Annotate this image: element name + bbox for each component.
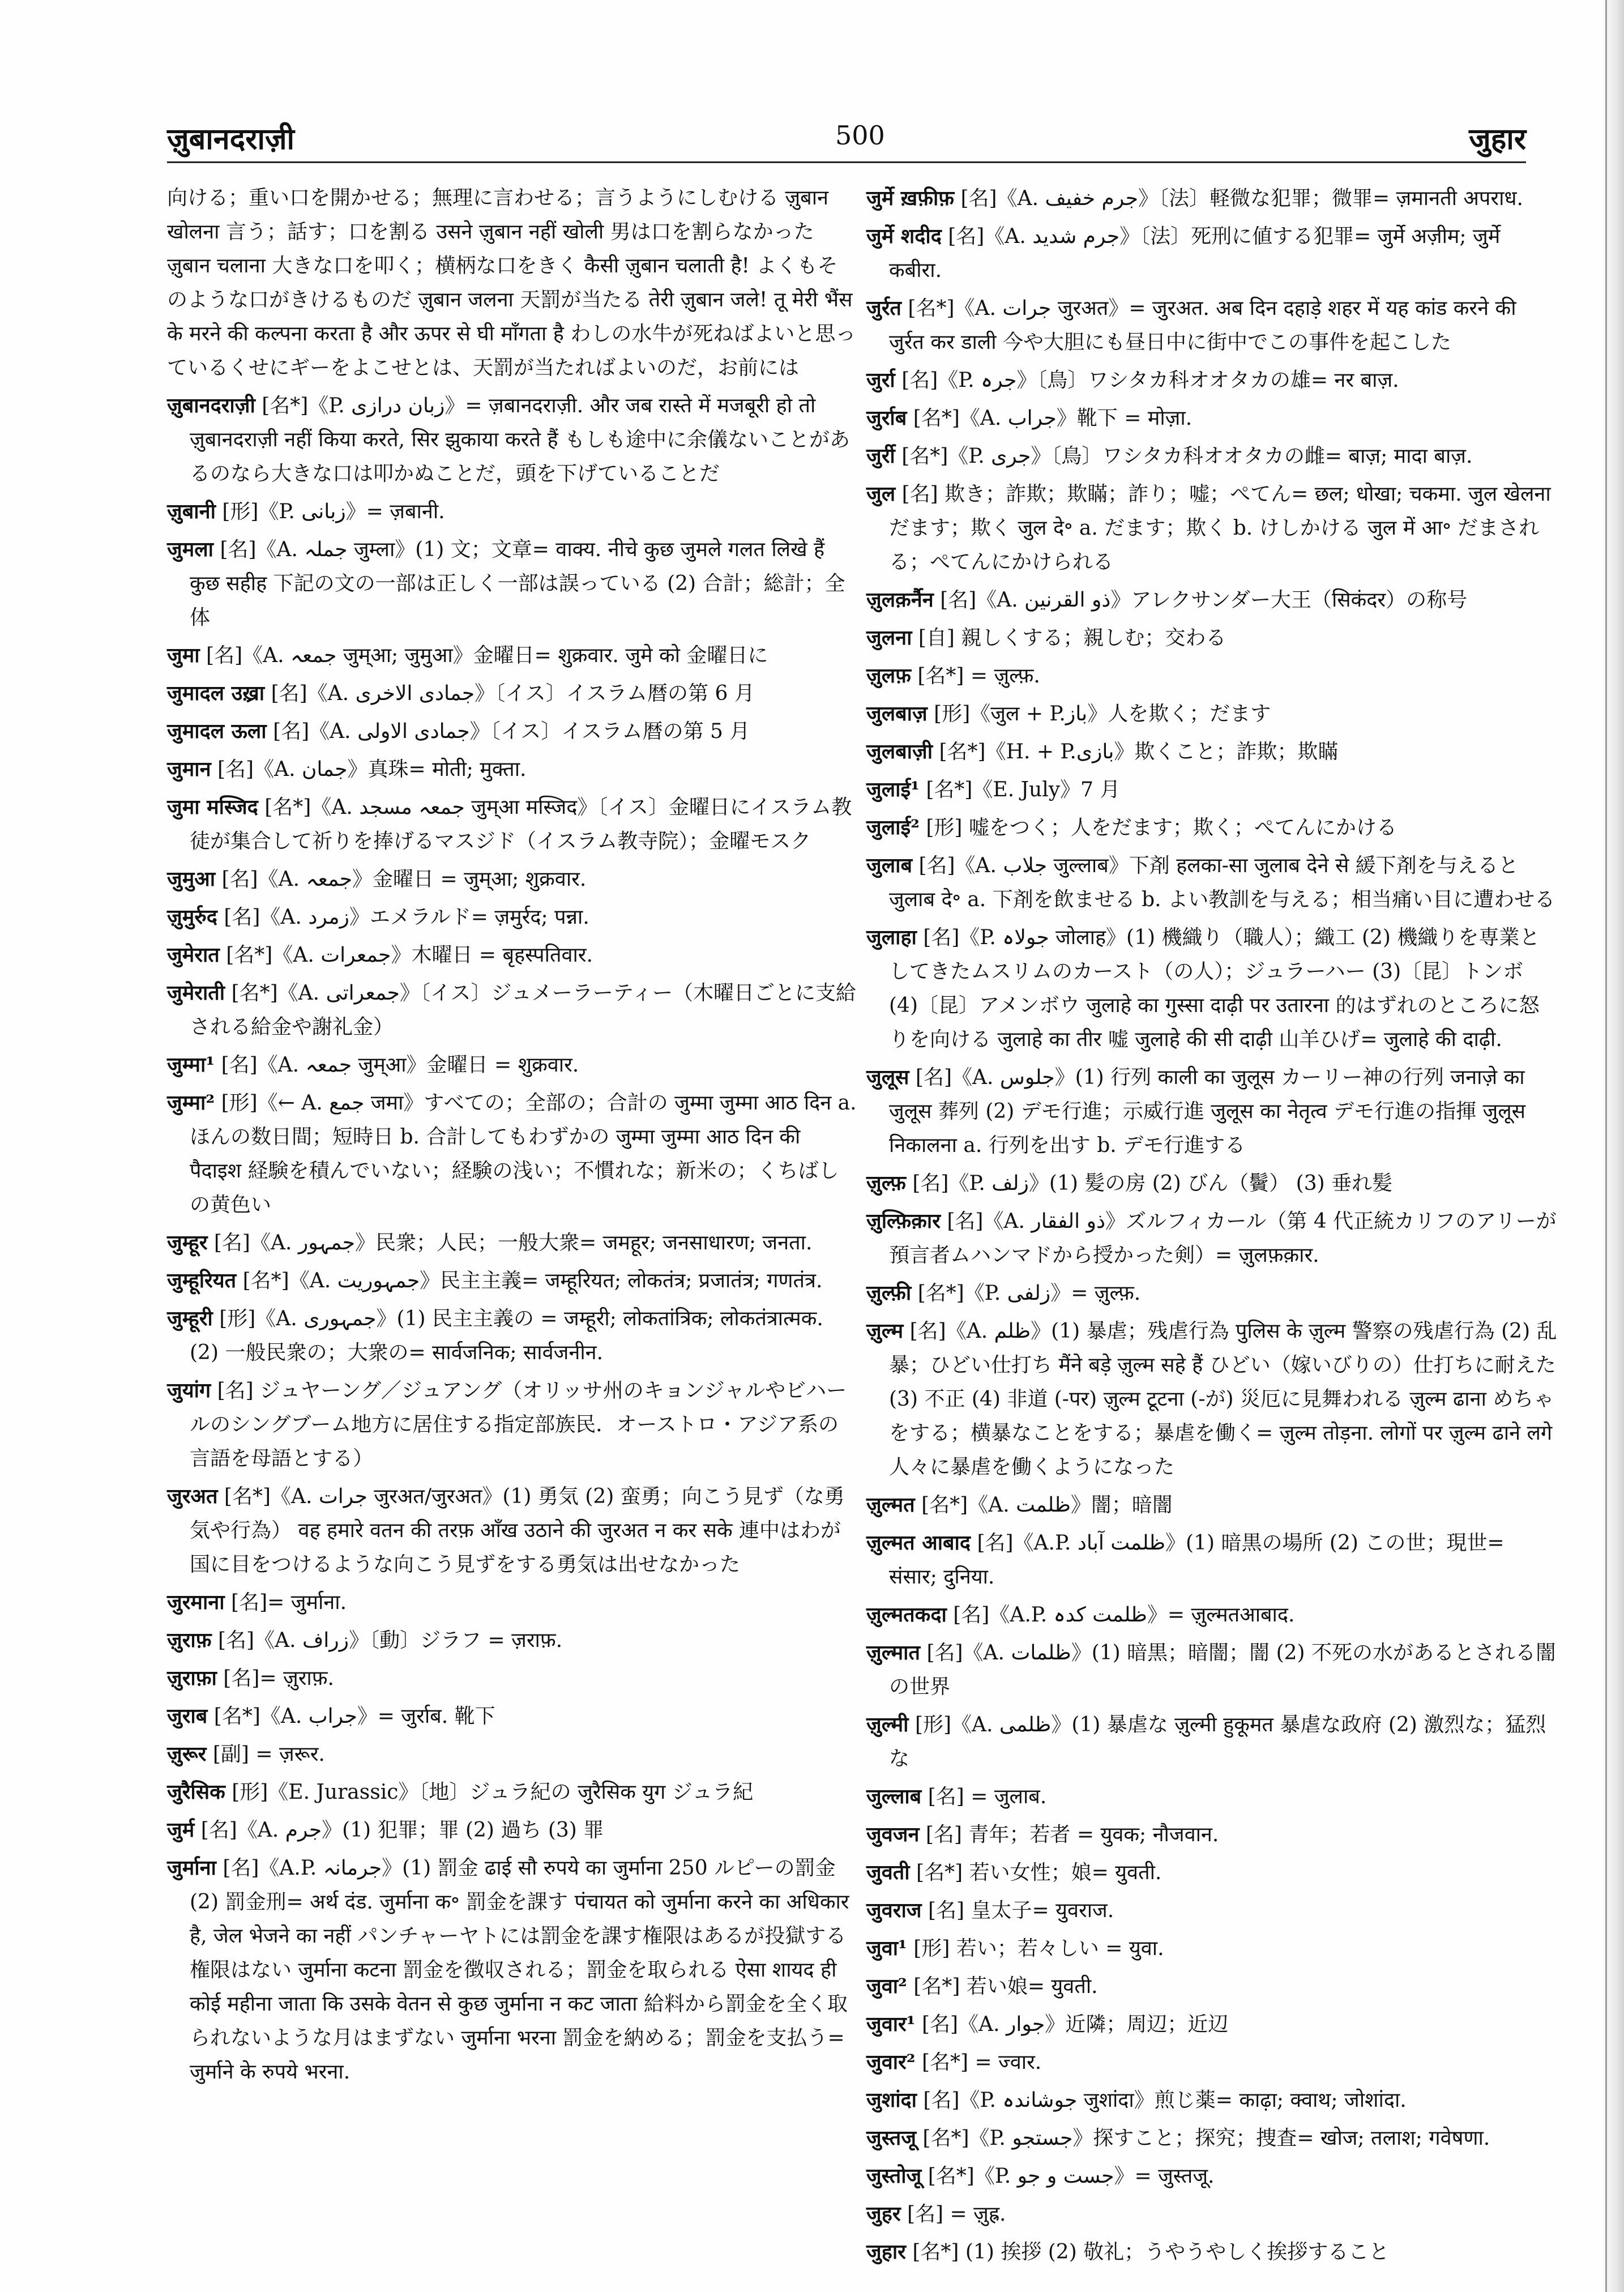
page-number: 500 [835, 120, 885, 151]
dictionary-entry [866, 810, 1557, 845]
entry-headword: जुमा [167, 643, 200, 667]
entry-headword: ज़ुल्मी [866, 1713, 909, 1736]
dictionary-entry [866, 1276, 1557, 1311]
entry-definition: [名]《A. جرم شدید》〔法〕死刑に値する犯罪= जुर्मे अज़ीम; जुर्मे कबीरा. [889, 225, 1501, 282]
dictionary-entry [167, 790, 858, 859]
dictionary-entry [866, 735, 1557, 769]
dictionary-entry [167, 1585, 858, 1620]
dictionary-entry [167, 1373, 858, 1476]
page-edge-shadow [1601, 0, 1624, 2292]
entry-definition: [名] 皇太子= युवराज. [928, 1899, 1114, 1922]
entry-definition: [名]《A.P. ظلمت آباد》(1) 暗黒の場所 (2) この世；現世= संसार; दुनिया. [889, 1531, 1505, 1589]
entry-definition: [名]《A. جمادی الاخری》〔イス〕イスラム暦の第 6 月 [271, 682, 755, 705]
entry-definition: [名]《A. زمرد》エメラルド= ज़मुर्रद; पन्ना. [224, 906, 589, 929]
entry-headword: जुर्म [167, 1818, 195, 1842]
entry-definition: [副] = ज़रूर. [212, 1743, 325, 1766]
dictionary-entry [866, 583, 1557, 617]
dictionary-entry [167, 1301, 858, 1370]
dictionary-entry [866, 1204, 1557, 1273]
entry-definition: [名]《P. جولاہ जोलाह》(1) 機織り（職人）；織工 (2) 機織りを専業としてきたムスリムのカースト（の人）；ジュラーハー (3)〔昆〕トンボ (4)〔昆〕アメンボウ जुलाहे का गुस्सा दाढ़ी पर उतारना 的はずれのところに怒りを向ける जुलाहे का तीर 嘘 जुलाहे की सी दाढ़ी 山羊ひげ= जुलाहे की दाढ़ी. [889, 926, 1540, 1051]
dictionary-entry [866, 219, 1557, 288]
entry-headword: जुवार¹ [866, 2012, 916, 2036]
entry-definition: [名]《A. جرم》(1) 犯罪；罪 (2) 過ち (3) 罪 [200, 1819, 604, 1842]
entry-definition: [名*]《A. جمعرات》木曜日 = बृहस्पतिवार. [226, 944, 593, 967]
entry-headword: जुस्तजू [866, 2126, 916, 2150]
entry-definition: [名*]《A. جمہوریت》民主主義= जम्हूरियत; लोकतंत्र; प्रजातंत्र; गणतंत्र. [242, 1269, 823, 1292]
entry-headword: जुलबाज़ी [866, 740, 933, 763]
entry-definition: [名*]《P. زلفی》= ज़ुल्फ़. [917, 1282, 1141, 1305]
entry-headword: जुरअत [167, 1484, 218, 1508]
header-rule [167, 161, 1526, 163]
dictionary-entry [167, 862, 858, 897]
entry-definition: [名]《P. جوشاندہ जुशांदा》煎じ薬= काढ़ा; क्वाथ; जोशांदा. [923, 2089, 1407, 2112]
dictionary-entry [167, 1775, 858, 1809]
dictionary-entry [167, 389, 858, 491]
entry-headword: जुर्रा [866, 368, 895, 392]
dictionary-entry [866, 2045, 1557, 2080]
entry-definition: [名*]《A. ظلمت》闇；暗闇 [921, 1493, 1173, 1517]
right-guide-word: जुहार [1469, 122, 1526, 156]
entry-definition: [名]《P. زلف》(1) 髪の房 (2) びん（鬢） (3) 垂れ髪 [912, 1172, 1393, 1195]
dictionary-entry [167, 1048, 858, 1082]
entry-headword: जुम्मा¹ [167, 1053, 215, 1077]
entry-headword: ज़ुल्फ़िक़ार [866, 1209, 941, 1233]
entry-definition: [名] = जुलाब. [928, 1785, 1047, 1808]
entry-headword: ज़ुल्फ़ी [866, 1281, 912, 1305]
dictionary-entry [167, 1086, 858, 1222]
dictionary-entry [167, 1479, 858, 1582]
entry-definition: [名]《A. زراف》〔動〕ジラフ = ज़राफ़. [217, 1629, 563, 1652]
entry-headword: जुम्हूर [167, 1231, 208, 1254]
entry-headword: जुवजन [866, 1822, 920, 1846]
dictionary-entry [866, 1060, 1557, 1163]
entry-definition: [名*]《A. جمعہ مسجد जुम्आ मस्जिद》〔イス〕金曜日にイスラム教徒が集合して祈りを捧げるマスジド（イスラム教寺院）；金曜モスク [190, 796, 852, 853]
dictionary-entry [866, 2197, 1557, 2231]
entry-headword: जुशांदा [866, 2088, 917, 2112]
entry-definition: [形]《P. زبانی》= ज़बानी. [222, 500, 445, 523]
entry-headword: ज़ुरूर [167, 1742, 207, 1766]
dictionary-entry [866, 401, 1557, 436]
entry-headword: जुरमाना [167, 1590, 225, 1614]
entry-definition: [名]《A.P. ظلمت کدہ》= ज़ुल्मतआबाद. [953, 1603, 1295, 1627]
dictionary-entry [167, 1851, 858, 2089]
entry-definition: [名*]《P. جری》〔鳥〕ワシタカ科オオタカの雌= बाज़; मादा बाज़. [901, 445, 1473, 468]
entry-definition: [名]《A. جمان》真珠= मोती; मुक्ता. [217, 758, 527, 781]
entry-definition: [形]《A. جمہوری》(1) 民主主義の = जम्हूरी; लोकतांत्रिक; लोकतंत्रात्मक. (2) 一般民衆の；大衆の= सार्वजनिक; सार्वजनीन. [190, 1307, 823, 1364]
left-guide-word: ज़ुबानदराज़ी [167, 122, 295, 156]
dictionary-entry [866, 439, 1557, 473]
entry-headword: जुमेरात [167, 943, 220, 967]
dictionary-entry [866, 920, 1557, 1057]
entry-headword: जुहर [866, 2202, 901, 2226]
dictionary-entry [866, 659, 1557, 693]
entry-headword: जुवा² [866, 1974, 907, 1998]
entry-headword: जुस्तोजू [866, 2164, 922, 2188]
entry-headword: जुर्राब [866, 406, 907, 430]
running-header [167, 108, 1526, 156]
entry-definition: [名*]《H. + P.بازی》欺くこと；詐欺；欺瞞 [939, 740, 1339, 763]
entry-definition: [名*]《P. جستجو》探すこと；探究；捜査= खोज; तलाश; गवेषणा. [922, 2127, 1490, 2150]
entry-definition: [名*]《A. جراب》= जुर्राब. 靴下 [213, 1705, 495, 1728]
entry-definition: [名]《A. جمعہ जुम्आ》金曜日 = शुक्रवार. [221, 1053, 579, 1077]
dictionary-entry [167, 532, 858, 635]
entry-definition: [名*]《E. July》7 月 [926, 778, 1121, 801]
dictionary-entry [866, 772, 1557, 807]
entry-definition: [形] 若い；若々しい = युवा. [913, 1937, 1164, 1960]
dictionary-entry [866, 2083, 1557, 2118]
entry-definition: [名]《A. ظلم》(1) 暴虐；残虐行為 पुलिस के ज़ुल्म 警察の残虐行為 (2) 乱暴；ひどい仕打ち मैंने बड़े ज़ुल्म सहे हैं ひどい（嫁いびりの）仕打ちに耐えた (3) 不正 (4) 非道 (-पर) ज़ुल्म टूटना (-が) 災厄に見舞われる ज़ुल्म ढाना めちゃをする；横暴なことをする；暴虐を働く= ज़ुल्म तोड़ना. लोगों पर ज़ुल्म ढाने लगे 人々に暴虐を働くようになった [889, 1320, 1557, 1479]
entry-definition: [名] = ज़ुह्र. [907, 2203, 1006, 2226]
dictionary-entry [866, 181, 1557, 216]
entry-headword: जुम्हूरी [167, 1307, 213, 1330]
entry-definition: [名] 欺き；詐欺；欺瞞；詐り；嘘；ぺてん= छल; धोखा; चकमा. जुल खेलना だます；欺く जुल दे॰ a. だます；欺く b. けしかける जुल में आ॰ だまされる；ぺてんにかけられる [889, 483, 1551, 574]
dictionary-entry [866, 1817, 1557, 1852]
entry-headword: जुलाहा [866, 925, 917, 949]
entry-headword: जुहार [866, 2240, 906, 2264]
entry-headword: ज़ुराफ़ा [167, 1666, 217, 1690]
entry-headword: जुमादल उख़्रा [167, 681, 265, 705]
dictionary-entry [167, 1661, 858, 1696]
dictionary-entry [866, 363, 1557, 398]
dictionary-entry [866, 291, 1557, 360]
dictionary-entry [167, 676, 858, 711]
entry-headword: जुवा¹ [866, 1936, 907, 1960]
dictionary-entry [866, 848, 1557, 917]
dictionary-entry [866, 621, 1557, 655]
entry-headword: जुयांग [167, 1378, 211, 1402]
entry-headword: ज़ुबानदराज़ी [167, 394, 255, 417]
entry-definition: [名*] = ज़ुल्फ़. [917, 664, 1040, 688]
dictionary-entry [167, 752, 858, 787]
entry-headword: ज़ुमुर्रुद [167, 905, 217, 929]
entry-headword: ज़ुल्मत आबाद [866, 1531, 971, 1555]
entry-definition: [名]《A. جمعہ जुम्आ; जुमुआ》金曜日= शुक्रवार. जुमे को 金曜日に [206, 644, 768, 667]
dictionary-entry [866, 1166, 1557, 1201]
entry-definition: [名]《A. جملہ जुम्ला》(1) 文；文章= वाक्य. नीचे कुछ जुमले गलत लिखे हैं कुछ सहीह 下記の文の一部は正しく一部は誤っている (2) 合計；総計；全体 [190, 538, 845, 629]
entry-headword: जुम्मा² [167, 1091, 215, 1115]
entry-definition: [名]《A. جرم خفیف》〔法〕軽微な犯罪；微罪= ज़मानती अपराध. [960, 187, 1523, 210]
entry-headword: जुल [866, 482, 896, 506]
dictionary-entry [866, 1636, 1557, 1704]
dictionary-entry [866, 2159, 1557, 2193]
entry-definition: [名*] 若い女性；娘= युवती. [916, 1861, 1162, 1884]
entry-headword: जुर्माना [167, 1856, 216, 1880]
dictionary-entry [167, 1813, 858, 1847]
entry-definition: [名]= ज़ुराफ़. [223, 1667, 334, 1690]
dictionary-entry [866, 1708, 1557, 1776]
dictionary-entry [866, 1779, 1557, 1814]
dictionary-entry [167, 181, 858, 385]
dictionary-entry [167, 638, 858, 673]
entry-headword: जुम्हूरियत [167, 1269, 237, 1292]
entry-headword: जुलबाज़ [866, 702, 928, 725]
entry-headword: जुराब [167, 1704, 208, 1728]
dictionary-entry [167, 1623, 858, 1658]
entry-definition: [名]《A. ذو الفقار》ズルフィカール（第 4 代正統カリフのアリーが預言者ムハンマドから授かった剣）= ज़ुलफ़क़ार. [889, 1210, 1557, 1267]
entry-headword: जुलना [866, 626, 912, 650]
dictionary-entry [866, 1855, 1557, 1890]
entry-definition: [名] 青年；若者 = युवक; नौजवान. [925, 1823, 1219, 1846]
entry-definition: [形] 嘘をつく；人をだます；欺く；ぺてんにかける [926, 816, 1397, 839]
page-edge-line [1605, 0, 1607, 2292]
entry-definition: [名*]《A. جراب》靴下 = मोज़ा. [913, 407, 1193, 430]
entry-headword: जुवार² [866, 2050, 916, 2074]
entry-definition: [名]《A. جمہور》民衆；人民；一般大衆= जमहूर; जनसाधारण; जनता. [213, 1231, 813, 1254]
dictionary-entry [167, 900, 858, 934]
dictionary-entry [866, 1893, 1557, 1928]
dictionary-entry [167, 938, 858, 972]
entry-headword: जुलाई¹ [866, 778, 920, 801]
entry-headword: जुलूस [866, 1065, 909, 1089]
entry-definition: [名]《A. جمادی الاولی》〔イス〕イスラム暦の第 5 月 [273, 720, 750, 743]
entry-headword: ज़ुबानी [167, 500, 216, 523]
entry-headword: ज़ुल्मत [866, 1493, 915, 1517]
dictionary-entry [866, 1931, 1557, 1966]
dictionary-entry [167, 714, 858, 749]
entry-definition: [名*] 若い娘= युवती. [913, 1975, 1098, 1998]
entry-definition: [名*]《A. جرات जुरअत/जुरअत》(1) 勇気 (2) 蛮勇；向こう見ず（な勇気や行為） वह हमारे वतन की तरफ़ आँख उठाने की जुरअत न कर सके 連中はわが国に目をつけるような向こう見ずをする勇気は出せなかった [190, 1485, 845, 1576]
entry-definition: [自] 親しくする；親しむ；交わる [918, 626, 1226, 650]
dictionary-entry [866, 697, 1557, 731]
entry-headword: ज़ुल्मात [866, 1641, 921, 1664]
entry-headword: जुलाब [866, 853, 913, 877]
dictionary-entry [866, 1526, 1557, 1594]
entry-headword: जुमुआ [167, 867, 216, 891]
entry-definition: [形]《E. Jurassic》〔地〕ジュラ紀の जुरैसिक युग ジュラ紀 [232, 1781, 754, 1804]
entry-definition: [名]《A. جوار》近隣；周辺；近辺 [922, 2013, 1229, 2036]
entry-definition: [名]《A. ذو القرنین》アレクサンダー大王（सिकंदर）の称号 [940, 588, 1468, 612]
entry-headword: जुर्मे ख़फ़ीफ़ [866, 186, 955, 210]
dictionary-entry [866, 477, 1557, 579]
right-column [866, 181, 1557, 2273]
entry-headword: जुवराज [866, 1898, 922, 1922]
entry-headword: ज़ुल्मतकदा [866, 1603, 947, 1627]
entry-headword: ज़ुल्म [866, 1319, 904, 1343]
entry-headword: जुर्रत [866, 296, 901, 320]
entry-definition: [名]《A. جلاب जुल्लाब》下剤 हलका-सा जुलाब देने से 緩下剤を与えると जुलाब दे॰ a. 下剤を飲ませる b. よい教訓を与える；相当痛い目に遭わせる [889, 854, 1555, 911]
entry-headword: ज़ुलफ़ [866, 664, 911, 688]
entry-definition: [名*]《A. جمعراتی》〔イス〕ジュメーラーティー（木曜日ごとに支給される給金や謝礼金） [190, 981, 856, 1039]
dictionary-entry [866, 2007, 1557, 2042]
dictionary-entry [866, 1598, 1557, 1632]
entry-definition: [形]《जुल + P.باز》人を欺く；だます [934, 702, 1271, 725]
entry-definition: [名]= जुर्माना. [231, 1591, 347, 1614]
dictionary-entry [167, 976, 858, 1044]
entry-headword: ज़ुल्फ़ [866, 1171, 906, 1195]
dictionary-entry [167, 1737, 858, 1772]
dictionary-entry [167, 1264, 858, 1298]
entry-definition: [名*] = ज्वार. [922, 2051, 1042, 2074]
entry-headword: जुमान [167, 757, 211, 781]
entry-definition: [名*]《P. زبان درازی》= ज़बानदराज़ी. और जब रास्ते में मजबूरी हो तो ज़ुबानदराज़ी नहीं किया करते, सिर झुकाया करते हैं もしも途中に余儀ないことがあるのなら大きな口は叩かぬことだ，頭を下げていることだ [190, 394, 851, 485]
entry-definition: [名]《A. جمعہ》金曜日 = जुम्आ; शुक्रवार. [221, 868, 587, 891]
entry-definition: [名]《A.P. جرمانہ》(1) 罰金 ढाई सौ रुपये का जुर्माना 250 ルピーの罰金 (2) 罰金刑= अर्थ दंड. जुर्माना क॰ 罰金を課す पंचायत को जुर्माना करने का अधिकार है, जेल भेजने का नहीं パンチャーヤトには罰金を課す権限はあるが投獄する権限はない जुर्माना कटना 罰金を徴収される；罰金を取られる ऐसा शायद ही कोई महीना जाता कि उसके वेतन से कुछ जुर्माना न कट जाता 給料から罰金を全く取られないような月はまずない जुर्माना भरना 罰金を納める；罰金を支払う= जुर्माने के रुपये भरना. [190, 1856, 849, 2084]
dictionary-entry [866, 2235, 1557, 2269]
entry-definition: [名]《P. جرہ》〔鳥〕ワシタカ科オオタカの雄= नर बाज़. [901, 369, 1399, 392]
dictionary-entry [167, 1226, 858, 1260]
entry-headword: जुर्मे शदीद [866, 224, 942, 248]
entry-headword: जुवती [866, 1860, 910, 1884]
dictionary-entry [167, 494, 858, 529]
entry-headword: ज़ुलक़र्नैन [866, 588, 934, 612]
entry-definition: [形]《A. ظلمی》(1) 暴虐な ज़ुल्मी हुकूमत 暴虐な政府 (2) 激烈な；猛烈な [889, 1713, 1546, 1770]
entry-headword: जुल्लाब [866, 1785, 922, 1808]
entry-headword: जुलाई² [866, 816, 920, 839]
dictionary-entry [866, 1488, 1557, 1522]
entry-definition: [形]《← A. جمع जमा》すべての；全部の；合計の जुम्मा जुम्मा आठ दिन a. ほんの数日間；短時日 b. 合計してもわずかの जुम्मा जुम्मा आठ दिन की पैदाइश 経験を積んでいない；経験の浅い；不慣れな；新米の；くちばしの黄色い [190, 1091, 857, 1217]
dictionary-entry [167, 1699, 858, 1734]
entry-definition: [名]《A. ظلمات》(1) 暗黒；暗闇；闇 (2) 不死の水があるとされる闇の世界 [889, 1641, 1557, 1698]
entry-definition: 向ける；重い口を開かせる；無理に言わせる；言うようにしむける ज़ुबान खोलना 言う；話す；口を割る उसने ज़ुबान नहीं खोली 男は口を割らなかった ज़ुबान चलाना 大きな口を叩く；横柄な口をきく कैसी ज़ुबान चलाती है! よくもそのような口がきけるものだ ज़ुबान जलना 天罰が当たる तेरी ज़ुबान जले! तू मेरी भैंस के मरने की कल्पना करता है और ऊपर से घी माँगता है わしの水牛が死ねばよいと思っているくせにギーをよこせとは、天罰が当たればよいのだ，お前には [167, 186, 856, 379]
entry-headword: जुर्री [866, 444, 895, 468]
entry-definition: [名] ジュヤーング／ジュアング（オリッサ州のキョンジャルやビハールのシングブーム地方に居住する指定部族民．オーストロ・アジア系の言語を母語とする） [190, 1379, 847, 1470]
entry-headword: जुरैसिक [167, 1780, 225, 1804]
left-column [167, 181, 858, 2093]
entry-headword: जुमला [167, 537, 213, 561]
dictionary-entry [866, 1314, 1557, 1484]
entry-definition: [名*]《A. جرات जुरअत》= जुरअत. अब दिन दहाड़े शहर में यह कांड करने की जुर्रत कर डाली 今や大胆にも昼日中に街中でこの事件を起こした [889, 297, 1516, 354]
entry-definition: [名*]《P. جست و جو》= जुस्तजू. [928, 2165, 1215, 2188]
dictionary-entry [866, 2121, 1557, 2156]
entry-definition: [名]《A. جلوس》(1) 行列 काली का जुलूस カーリー神の行列 जनाज़े का जुलूस 葬列 (2) デモ行進；示威行進 जुलूस का नेतृत्व デモ行進の指揮 जुलूस निकालना a. 行列を出す b. デモ行進する [889, 1066, 1525, 1157]
entry-definition: [名*] (1) 挨拶 (2) 敬礼；うやうやしく挨拶すること [912, 2240, 1390, 2264]
entry-headword: जुमादल ऊला [167, 719, 267, 743]
entry-headword: ज़ुराफ़ [167, 1628, 212, 1652]
entry-headword: जुमेराती [167, 981, 225, 1005]
dictionary-entry [866, 1969, 1557, 2004]
entry-headword: जुमा मस्जिद [167, 795, 258, 819]
